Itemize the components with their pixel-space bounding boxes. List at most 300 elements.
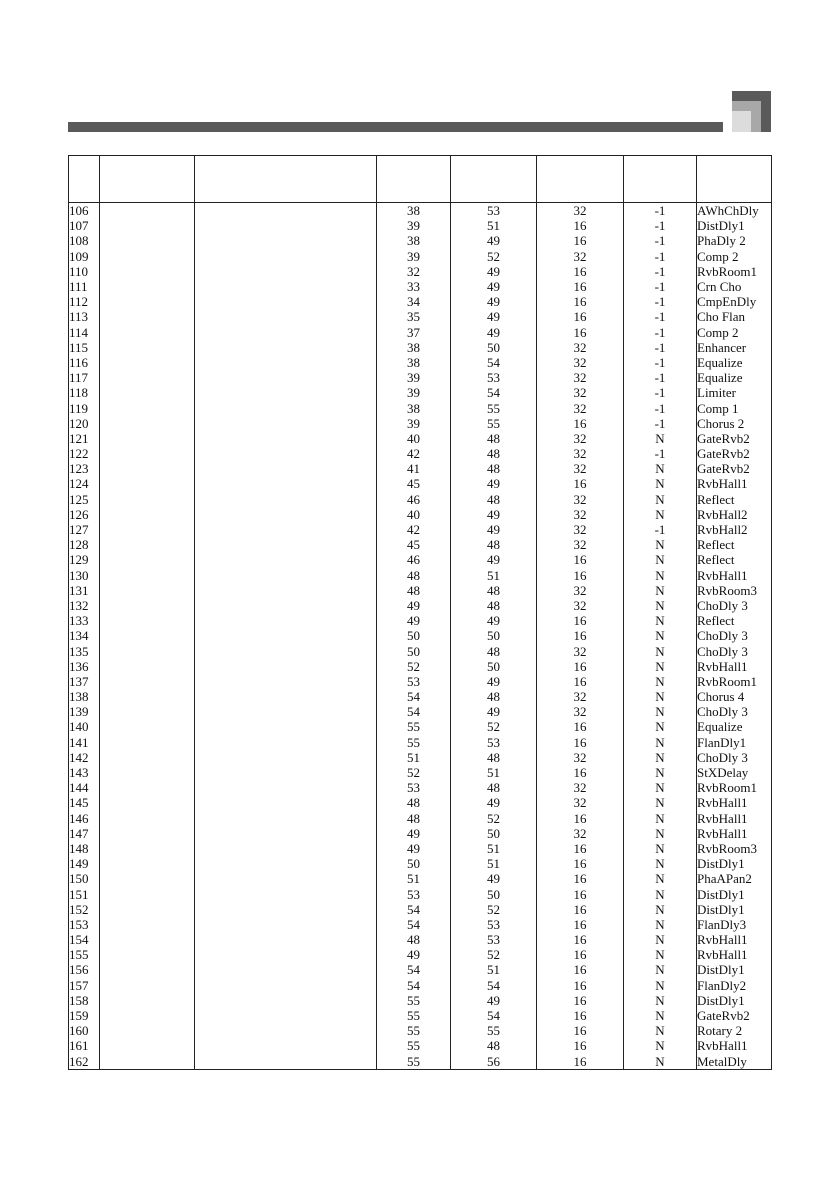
- value-cell-4: N: [624, 643, 697, 658]
- row-number-cell: 116: [69, 355, 100, 370]
- value-cell-4: N: [624, 841, 697, 856]
- table-body: [69, 203, 772, 1070]
- value-cell-4: N: [624, 613, 697, 628]
- table-row: [69, 704, 772, 719]
- value-cell-3: 32: [537, 643, 624, 658]
- value-cell-3: 16: [537, 279, 624, 294]
- value-cell-1: 55: [377, 735, 451, 750]
- blank-cell: [195, 568, 377, 583]
- value-cell-1: 54: [377, 978, 451, 993]
- blank-cell: [100, 735, 195, 750]
- table-row: [69, 476, 772, 491]
- value-cell-1: 51: [377, 871, 451, 886]
- value-cell-4: -1: [624, 400, 697, 415]
- table-row: [69, 765, 772, 780]
- value-cell-2: 50: [451, 886, 537, 901]
- value-cell-4: N: [624, 552, 697, 567]
- value-cell-1: 53: [377, 674, 451, 689]
- blank-cell: [100, 294, 195, 309]
- value-cell-4: N: [624, 780, 697, 795]
- blank-cell: [100, 1023, 195, 1038]
- value-cell-1: 45: [377, 476, 451, 491]
- value-cell-2: 49: [451, 522, 537, 537]
- effect-name-cell: ChoDly 3: [697, 704, 772, 719]
- value-cell-2: 49: [451, 325, 537, 340]
- value-cell-4: N: [624, 628, 697, 643]
- blank-cell: [100, 279, 195, 294]
- blank-cell: [100, 249, 195, 264]
- row-number-cell: 159: [69, 1008, 100, 1023]
- row-number-cell: 131: [69, 583, 100, 598]
- blank-cell: [100, 978, 195, 993]
- blank-cell: [100, 902, 195, 917]
- value-cell-4: N: [624, 826, 697, 841]
- value-cell-3: 16: [537, 856, 624, 871]
- table-row: [69, 461, 772, 476]
- value-cell-3: 32: [537, 522, 624, 537]
- table-row: [69, 841, 772, 856]
- value-cell-1: 48: [377, 932, 451, 947]
- value-cell-3: 16: [537, 947, 624, 962]
- row-number-cell: 111: [69, 279, 100, 294]
- blank-cell: [100, 507, 195, 522]
- value-cell-1: 48: [377, 811, 451, 826]
- row-number-cell: 146: [69, 811, 100, 826]
- blank-cell: [195, 993, 377, 1008]
- blank-cell: [100, 340, 195, 355]
- row-number-cell: 126: [69, 507, 100, 522]
- effect-name-cell: RvbHall1: [697, 811, 772, 826]
- row-number-cell: 152: [69, 902, 100, 917]
- effect-name-cell: ChoDly 3: [697, 598, 772, 613]
- effect-name-cell: RvbRoom1: [697, 674, 772, 689]
- blank-cell: [195, 203, 377, 219]
- table-row: [69, 719, 772, 734]
- blank-cell: [195, 689, 377, 704]
- value-cell-1: 46: [377, 552, 451, 567]
- value-cell-3: 16: [537, 978, 624, 993]
- value-cell-3: 16: [537, 613, 624, 628]
- blank-cell: [195, 750, 377, 765]
- blank-cell: [100, 780, 195, 795]
- value-cell-3: 16: [537, 233, 624, 248]
- blank-cell: [100, 203, 195, 219]
- effect-name-cell: Reflect: [697, 552, 772, 567]
- value-cell-1: 51: [377, 750, 451, 765]
- blank-cell: [195, 659, 377, 674]
- effect-name-cell: RvbHall2: [697, 507, 772, 522]
- value-cell-3: 32: [537, 203, 624, 219]
- value-cell-3: 32: [537, 583, 624, 598]
- blank-cell: [195, 325, 377, 340]
- row-number-cell: 151: [69, 886, 100, 901]
- row-number-cell: 117: [69, 370, 100, 385]
- value-cell-4: N: [624, 674, 697, 689]
- blank-cell: [100, 431, 195, 446]
- value-cell-2: 54: [451, 385, 537, 400]
- blank-cell: [100, 628, 195, 643]
- blank-cell: [195, 962, 377, 977]
- header-cell-blank-1: [100, 156, 195, 203]
- table-row: [69, 446, 772, 461]
- header-cell-blank-2: [195, 156, 377, 203]
- value-cell-4: N: [624, 795, 697, 810]
- table-header-row: [69, 156, 772, 203]
- value-cell-3: 32: [537, 492, 624, 507]
- value-cell-2: 53: [451, 735, 537, 750]
- value-cell-4: N: [624, 978, 697, 993]
- value-cell-2: 49: [451, 476, 537, 491]
- blank-cell: [100, 446, 195, 461]
- value-cell-2: 49: [451, 674, 537, 689]
- blank-cell: [195, 811, 377, 826]
- blank-cell: [100, 370, 195, 385]
- value-cell-4: N: [624, 659, 697, 674]
- row-number-cell: 107: [69, 218, 100, 233]
- row-number-cell: 143: [69, 765, 100, 780]
- blank-cell: [195, 719, 377, 734]
- row-number-cell: 162: [69, 1054, 100, 1070]
- value-cell-1: 55: [377, 719, 451, 734]
- value-cell-1: 52: [377, 659, 451, 674]
- table-row: [69, 522, 772, 537]
- table-row: [69, 340, 772, 355]
- blank-cell: [195, 841, 377, 856]
- table-row: [69, 203, 772, 219]
- table-row: [69, 583, 772, 598]
- value-cell-3: 32: [537, 507, 624, 522]
- value-cell-3: 32: [537, 340, 624, 355]
- value-cell-4: -1: [624, 233, 697, 248]
- table-row: [69, 400, 772, 415]
- value-cell-3: 16: [537, 811, 624, 826]
- effect-name-cell: RvbHall1: [697, 659, 772, 674]
- row-number-cell: 128: [69, 537, 100, 552]
- value-cell-2: 49: [451, 795, 537, 810]
- row-number-cell: 144: [69, 780, 100, 795]
- blank-cell: [100, 385, 195, 400]
- value-cell-1: 55: [377, 1008, 451, 1023]
- value-cell-3: 32: [537, 249, 624, 264]
- value-cell-1: 39: [377, 416, 451, 431]
- blank-cell: [100, 552, 195, 567]
- value-cell-2: 53: [451, 203, 537, 219]
- row-number-cell: 113: [69, 309, 100, 324]
- effect-name-cell: Comp 1: [697, 400, 772, 415]
- effect-name-cell: RvbHall1: [697, 568, 772, 583]
- row-number-cell: 106: [69, 203, 100, 219]
- table-row: [69, 264, 772, 279]
- table-row: [69, 416, 772, 431]
- blank-cell: [195, 1008, 377, 1023]
- effect-name-cell: Rotary 2: [697, 1023, 772, 1038]
- table-row: [69, 689, 772, 704]
- effect-name-cell: Comp 2: [697, 325, 772, 340]
- effect-name-cell: Cho Flan: [697, 309, 772, 324]
- effect-name-cell: RvbRoom1: [697, 264, 772, 279]
- effect-name-cell: AWhChDly: [697, 203, 772, 219]
- blank-cell: [100, 233, 195, 248]
- row-number-cell: 149: [69, 856, 100, 871]
- effect-name-cell: Limiter: [697, 385, 772, 400]
- blank-cell: [100, 643, 195, 658]
- blank-cell: [195, 886, 377, 901]
- value-cell-3: 16: [537, 294, 624, 309]
- table-row: [69, 826, 772, 841]
- table-row: [69, 613, 772, 628]
- value-cell-1: 54: [377, 704, 451, 719]
- table-row: [69, 507, 772, 522]
- blank-cell: [195, 1023, 377, 1038]
- effect-name-cell: StXDelay: [697, 765, 772, 780]
- value-cell-4: -1: [624, 264, 697, 279]
- value-cell-1: 40: [377, 507, 451, 522]
- value-cell-4: -1: [624, 416, 697, 431]
- value-cell-3: 32: [537, 446, 624, 461]
- effect-name-cell: GateRvb2: [697, 1008, 772, 1023]
- blank-cell: [195, 507, 377, 522]
- effect-name-cell: CmpEnDly: [697, 294, 772, 309]
- value-cell-2: 48: [451, 446, 537, 461]
- table-row: [69, 294, 772, 309]
- effect-name-cell: RvbHall2: [697, 522, 772, 537]
- value-cell-4: N: [624, 917, 697, 932]
- table-row: [69, 947, 772, 962]
- row-number-cell: 153: [69, 917, 100, 932]
- blank-cell: [100, 750, 195, 765]
- value-cell-3: 32: [537, 385, 624, 400]
- value-cell-2: 49: [451, 233, 537, 248]
- value-cell-1: 50: [377, 856, 451, 871]
- value-cell-1: 55: [377, 1023, 451, 1038]
- blank-cell: [195, 826, 377, 841]
- effect-name-cell: Chorus 4: [697, 689, 772, 704]
- value-cell-2: 49: [451, 309, 537, 324]
- value-cell-1: 48: [377, 795, 451, 810]
- value-cell-2: 50: [451, 340, 537, 355]
- table-row: [69, 1008, 772, 1023]
- row-number-cell: 138: [69, 689, 100, 704]
- value-cell-3: 16: [537, 886, 624, 901]
- value-cell-4: N: [624, 492, 697, 507]
- row-number-cell: 120: [69, 416, 100, 431]
- value-cell-4: N: [624, 1038, 697, 1053]
- effect-name-cell: DistDly1: [697, 993, 772, 1008]
- blank-cell: [100, 841, 195, 856]
- value-cell-4: -1: [624, 249, 697, 264]
- blank-cell: [100, 811, 195, 826]
- blank-cell: [100, 993, 195, 1008]
- value-cell-1: 50: [377, 628, 451, 643]
- value-cell-2: 51: [451, 841, 537, 856]
- value-cell-3: 16: [537, 568, 624, 583]
- value-cell-4: N: [624, 902, 697, 917]
- value-cell-4: N: [624, 856, 697, 871]
- row-number-cell: 140: [69, 719, 100, 734]
- value-cell-3: 16: [537, 719, 624, 734]
- blank-cell: [195, 552, 377, 567]
- value-cell-3: 32: [537, 750, 624, 765]
- row-number-cell: 137: [69, 674, 100, 689]
- value-cell-2: 55: [451, 416, 537, 431]
- value-cell-1: 53: [377, 886, 451, 901]
- blank-cell: [195, 978, 377, 993]
- value-cell-1: 38: [377, 340, 451, 355]
- value-cell-1: 46: [377, 492, 451, 507]
- value-cell-3: 16: [537, 1008, 624, 1023]
- table-row: [69, 279, 772, 294]
- value-cell-3: 16: [537, 674, 624, 689]
- value-cell-2: 49: [451, 704, 537, 719]
- value-cell-2: 48: [451, 1038, 537, 1053]
- blank-cell: [100, 674, 195, 689]
- blank-cell: [100, 1038, 195, 1053]
- row-number-cell: 134: [69, 628, 100, 643]
- value-cell-3: 16: [537, 218, 624, 233]
- value-cell-4: -1: [624, 218, 697, 233]
- value-cell-1: 49: [377, 613, 451, 628]
- blank-cell: [100, 522, 195, 537]
- row-number-cell: 142: [69, 750, 100, 765]
- value-cell-1: 33: [377, 279, 451, 294]
- effect-name-cell: ChoDly 3: [697, 628, 772, 643]
- value-cell-2: 49: [451, 613, 537, 628]
- blank-cell: [195, 583, 377, 598]
- blank-cell: [195, 917, 377, 932]
- blank-cell: [195, 537, 377, 552]
- blank-cell: [195, 294, 377, 309]
- effect-name-cell: Equalize: [697, 719, 772, 734]
- table-row: [69, 902, 772, 917]
- value-cell-4: N: [624, 1008, 697, 1023]
- value-cell-4: -1: [624, 355, 697, 370]
- value-cell-3: 16: [537, 765, 624, 780]
- corner-tab-light: [732, 111, 751, 132]
- value-cell-1: 38: [377, 233, 451, 248]
- blank-cell: [195, 309, 377, 324]
- blank-cell: [100, 1054, 195, 1070]
- value-cell-3: 16: [537, 993, 624, 1008]
- row-number-cell: 160: [69, 1023, 100, 1038]
- effect-name-cell: FlanDly1: [697, 735, 772, 750]
- header-cell-value-4: [624, 156, 697, 203]
- value-cell-3: 32: [537, 598, 624, 613]
- row-number-cell: 136: [69, 659, 100, 674]
- effect-name-cell: PhaAPan2: [697, 871, 772, 886]
- row-number-cell: 161: [69, 1038, 100, 1053]
- value-cell-1: 55: [377, 1054, 451, 1070]
- table-row: [69, 962, 772, 977]
- row-number-cell: 139: [69, 704, 100, 719]
- value-cell-2: 49: [451, 294, 537, 309]
- value-cell-3: 16: [537, 552, 624, 567]
- row-number-cell: 150: [69, 871, 100, 886]
- blank-cell: [100, 583, 195, 598]
- effect-name-cell: RvbRoom3: [697, 841, 772, 856]
- table-row: [69, 552, 772, 567]
- value-cell-4: -1: [624, 309, 697, 324]
- value-cell-4: -1: [624, 279, 697, 294]
- table-row: [69, 643, 772, 658]
- value-cell-3: 16: [537, 1023, 624, 1038]
- row-number-cell: 147: [69, 826, 100, 841]
- value-cell-2: 53: [451, 370, 537, 385]
- value-cell-4: N: [624, 689, 697, 704]
- table-row: [69, 309, 772, 324]
- blank-cell: [195, 613, 377, 628]
- value-cell-1: 40: [377, 431, 451, 446]
- row-number-cell: 129: [69, 552, 100, 567]
- blank-cell: [195, 598, 377, 613]
- value-cell-4: N: [624, 735, 697, 750]
- value-cell-1: 39: [377, 370, 451, 385]
- blank-cell: [100, 492, 195, 507]
- value-cell-4: N: [624, 871, 697, 886]
- blank-cell: [195, 1054, 377, 1070]
- value-cell-1: 50: [377, 643, 451, 658]
- header-cell-number: [69, 156, 100, 203]
- blank-cell: [195, 355, 377, 370]
- value-cell-4: -1: [624, 340, 697, 355]
- effect-name-cell: RvbHall1: [697, 947, 772, 962]
- value-cell-3: 32: [537, 795, 624, 810]
- header-cell-value-1: [377, 156, 451, 203]
- table-row: [69, 993, 772, 1008]
- value-cell-3: 16: [537, 325, 624, 340]
- blank-cell: [100, 947, 195, 962]
- value-cell-4: N: [624, 1023, 697, 1038]
- value-cell-2: 49: [451, 993, 537, 1008]
- effect-name-cell: ChoDly 3: [697, 750, 772, 765]
- value-cell-3: 16: [537, 902, 624, 917]
- row-number-cell: 155: [69, 947, 100, 962]
- blank-cell: [195, 416, 377, 431]
- value-cell-1: 37: [377, 325, 451, 340]
- value-cell-1: 45: [377, 537, 451, 552]
- value-cell-1: 53: [377, 780, 451, 795]
- effect-name-cell: GateRvb2: [697, 461, 772, 476]
- value-cell-4: N: [624, 993, 697, 1008]
- blank-cell: [100, 416, 195, 431]
- row-number-cell: 154: [69, 932, 100, 947]
- table-row: [69, 780, 772, 795]
- value-cell-1: 48: [377, 568, 451, 583]
- header-cell-value-2: [451, 156, 537, 203]
- effect-name-cell: Reflect: [697, 537, 772, 552]
- value-cell-1: 54: [377, 917, 451, 932]
- value-cell-3: 32: [537, 400, 624, 415]
- blank-cell: [100, 659, 195, 674]
- blank-cell: [195, 340, 377, 355]
- blank-cell: [195, 674, 377, 689]
- blank-cell: [100, 325, 195, 340]
- value-cell-2: 49: [451, 871, 537, 886]
- value-cell-4: N: [624, 719, 697, 734]
- blank-cell: [195, 492, 377, 507]
- table-row: [69, 886, 772, 901]
- value-cell-2: 52: [451, 719, 537, 734]
- blank-cell: [195, 279, 377, 294]
- value-cell-2: 52: [451, 249, 537, 264]
- value-cell-4: N: [624, 461, 697, 476]
- value-cell-2: 54: [451, 355, 537, 370]
- blank-cell: [195, 476, 377, 491]
- value-cell-3: 16: [537, 962, 624, 977]
- value-cell-1: 54: [377, 902, 451, 917]
- value-cell-3: 16: [537, 309, 624, 324]
- blank-cell: [100, 962, 195, 977]
- value-cell-4: N: [624, 886, 697, 901]
